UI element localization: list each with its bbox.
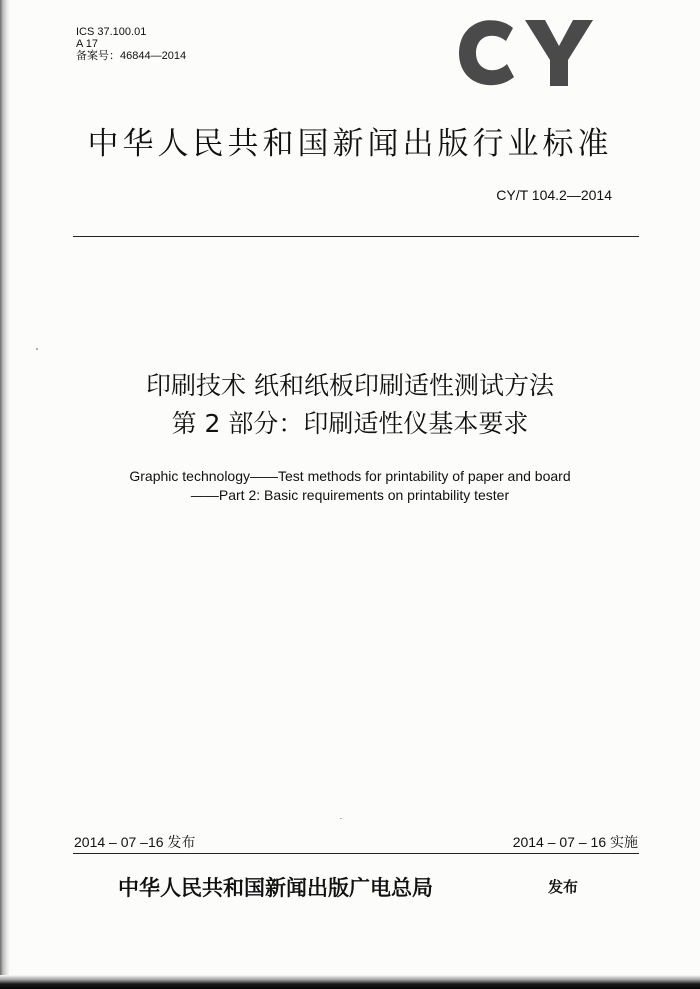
standard-code: CY/T 104.2—2014 <box>496 187 612 203</box>
classification-block <box>76 26 186 62</box>
issue-date: 2014 – 07 –16 发布 <box>74 834 196 850</box>
english-title-line-1: Graphic technology——Test methods for printability of paper and board <box>129 468 571 484</box>
top-divider <box>73 236 639 237</box>
cy-logo-text: CY <box>455 18 457 19</box>
chinese-title-line-2: 第 2 部分：印刷适性仪基本要求 <box>171 409 529 438</box>
publisher-name: 中华人民共和国新闻出版广电总局 <box>118 875 433 900</box>
filing-number: 备案号：46844—2014 <box>76 50 187 62</box>
cy-logo <box>455 18 610 88</box>
scan-speck <box>340 818 342 819</box>
bottom-divider <box>73 853 639 854</box>
standard-type-title: 中华人民共和国新闻出版行业标准 <box>87 126 613 162</box>
implementation-date: 2014 – 07 – 16 实施 <box>512 834 638 850</box>
scan-bottom-edge <box>0 975 700 989</box>
chinese-title-line-1: 印刷技术 纸和纸板印刷适性测试方法 <box>146 371 554 400</box>
category-code: A 17 <box>76 38 99 50</box>
cy-logo-y-shape <box>525 20 593 86</box>
publish-label: 发布 <box>548 878 579 896</box>
cy-logo-c-shape <box>459 20 514 85</box>
scan-speck <box>36 348 38 350</box>
ics-code: ICS 37.100.01 <box>76 26 147 38</box>
english-title-line-2: ——Part 2: Basic requirements on printability tester <box>190 487 510 503</box>
